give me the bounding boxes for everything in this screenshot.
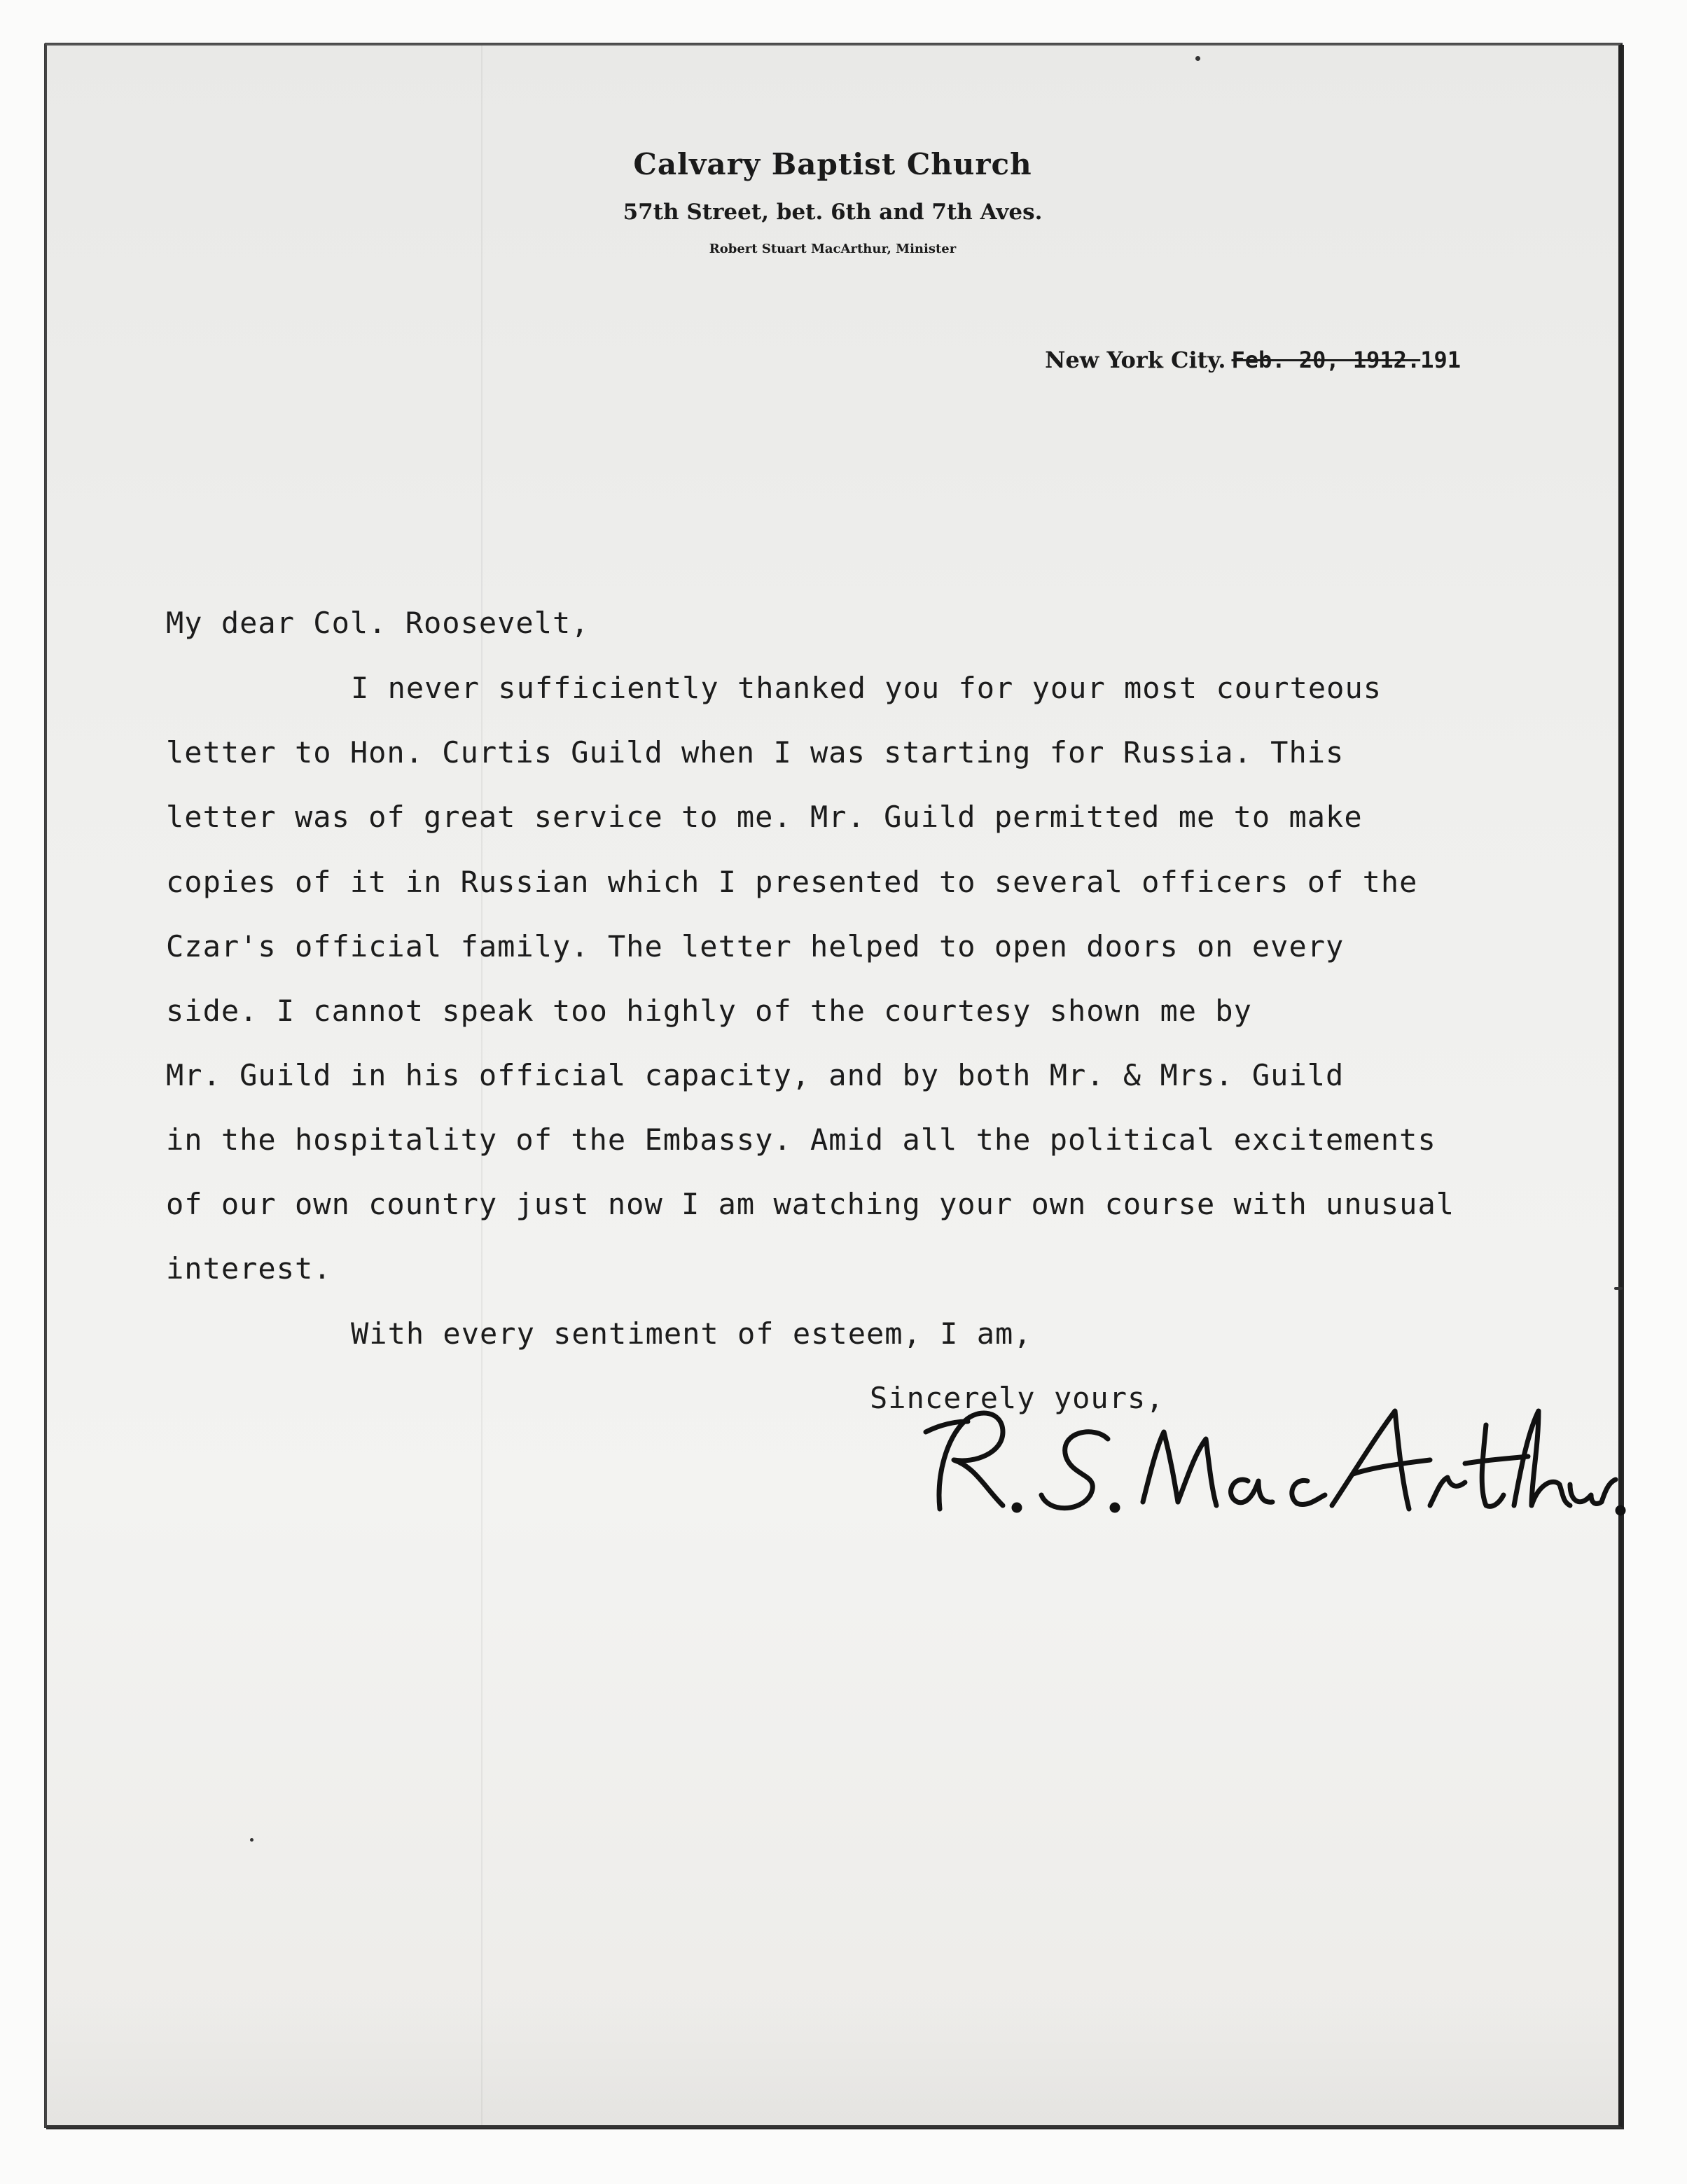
letterhead-minister: Robert Stuart MacArthur, Minister bbox=[709, 242, 957, 256]
body-line: of our own country just now I am watching your own course with unusual bbox=[166, 1187, 1455, 1221]
body-line: Mr. Guild in his official capacity, and by both Mr. & Mrs. Guild bbox=[166, 1058, 1345, 1092]
body-line: in the hospitality of the Embassy. Amid all the political excitements bbox=[166, 1122, 1436, 1157]
paper-speck bbox=[1195, 56, 1200, 61]
body-line: I never sufficiently thanked you for your most courteous bbox=[351, 671, 1382, 705]
body-line: side. I cannot speak too highly of the courtesy shown me by bbox=[166, 994, 1252, 1028]
salutation: My dear Col. Roosevelt, bbox=[166, 606, 590, 640]
handwritten-signature bbox=[898, 1390, 1626, 1551]
dateline-year-suffix: 191 bbox=[1420, 347, 1461, 373]
closing-sentiment: With every sentiment of esteem, I am, bbox=[351, 1316, 1032, 1351]
valediction: Sincerely yours, bbox=[870, 1381, 1165, 1415]
body-line: interest. bbox=[166, 1251, 332, 1286]
letter-sheet bbox=[45, 43, 1623, 2128]
body-line: letter was of great service to me. Mr. Guild permitted me to make bbox=[166, 800, 1363, 834]
paper-speck bbox=[250, 1838, 254, 1842]
body-line: copies of it in Russian which I presented to several officers of the bbox=[166, 865, 1418, 899]
paper-speck bbox=[1614, 1287, 1623, 1290]
body-line: letter to Hon. Curtis Guild when I was starting for Russia. This bbox=[166, 735, 1345, 770]
dateline-place: New York City. bbox=[1045, 347, 1226, 373]
letter-body bbox=[47, 46, 1618, 2125]
paper-shading bbox=[47, 1999, 1618, 2125]
dateline-date: Feb. 20, 1912. bbox=[1231, 347, 1421, 373]
body-line: Czar's official family. The letter helped to open doors on every bbox=[166, 929, 1345, 964]
letterhead-address: 57th Street, bet. 6th and 7th Aves. bbox=[623, 200, 1043, 225]
letterhead-church-name: Calvary Baptist Church bbox=[633, 147, 1032, 181]
